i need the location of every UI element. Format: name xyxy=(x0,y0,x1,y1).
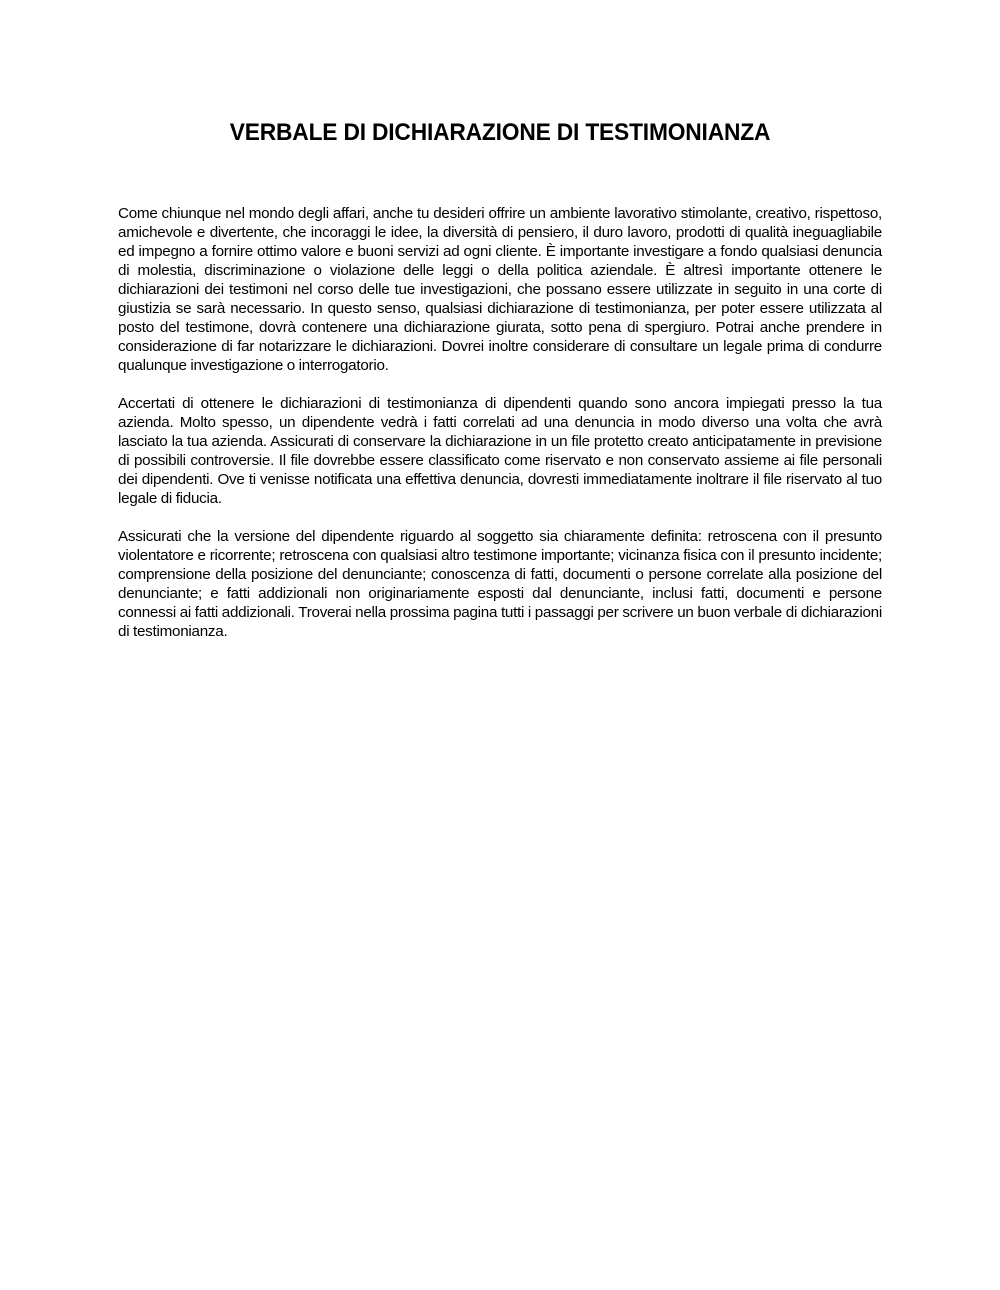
document-body xyxy=(118,204,882,660)
paragraph-intro: Come chiunque nel mondo degli affari, anche tu desideri offrire un ambiente lavorativo stimolante, creativo, rispettoso, amichevole e divertente, che incoraggi le idee, la diversità di pensiero, il duro lavoro, prodotti di qualità ineguagliabile ed impegno a fornire ottimo valore e buoni servizi ad ogni cliente. È importante investigare a fondo qualsiasi denuncia di molestia, discriminazione o violazione delle leggi o della politica aziendale. È altresì importante ottenere le dichiarazioni dei testimoni nel corso delle tue investigazioni, che possano essere utilizzate in seguito in una corte di giustizia se sarà necessario. In questo senso, qualsiasi dichiarazione di testimonianza, per poter essere utilizzata al posto del testimone, dovrà contenere una dichiarazione giurata, sotto pena di spergiuro. Potrai anche prendere in considerazione di far notarizzare le dichiarazioni. Dovrei inoltre considerare di consultare un legale prima di condurre qualunque investigazione o interrogatorio. xyxy=(118,205,882,374)
paragraph-employee-statements: Accertati di ottenere le dichiarazioni di testimonianza di dipendenti quando sono ancora impiegati presso la tua azienda. Molto spesso, un dipendente vedrà i fatti correlati ad una denuncia in modo diverso una volta che avrà lasciato la tua azienda. Assicurati di conservare la dichiarazione in un file protetto creato anticipatamente in previsione di possibili controversie. Il file dovrebbe essere classificato come riservato e non conservato assieme ai file personali dei dipendenti. Ove ti venisse notificata una effettiva denuncia, dovresti immediatamente inoltrare il file riservato al tuo legale di fiducia. xyxy=(118,395,882,507)
document-title: VERBALE DI DICHIARAZIONE DI TESTIMONIANZA xyxy=(229,119,771,146)
paragraph-employee-version: Assicurati che la versione del dipendente riguardo al soggetto sia chiaramente definita: retroscena con il presunto violentatore e ricorrente; retroscena con qualsiasi altro testimone importante; vicinanza fisica con il presunto incidente; comprensione della posizione del denunciante; conoscenza di fatti, documenti o persone correlate alla posizione del denunciante; e fatti addizionali non originariamente esposti dal denunciante, inclusi fatti, documenti e persone connessi ai fatti addizionali. Troverai nella prossima pagina tutti i passaggi per scrivere un buon verbale di dichiarazioni di testimonianza. xyxy=(118,528,882,640)
